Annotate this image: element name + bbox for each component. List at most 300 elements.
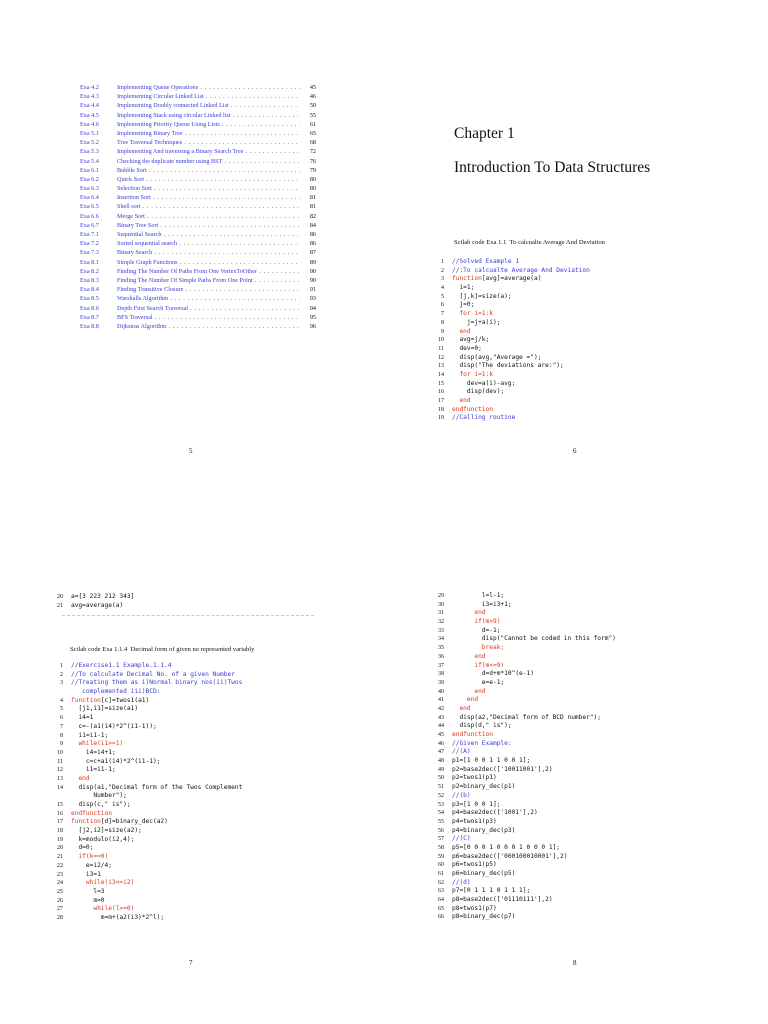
toc-page-number: 72 xyxy=(309,148,316,156)
toc-title-link[interactable]: Implementing Queue Operations . . . xyxy=(117,83,300,92)
toc-exa-label[interactable]: Exa 4.5 xyxy=(80,111,99,119)
line-number: 62 xyxy=(438,879,444,886)
code-text: d=0; xyxy=(71,844,94,852)
toc-entry[interactable] xyxy=(80,175,316,184)
line-number: 35 xyxy=(438,645,444,652)
code-text: complemented iii)BCD: xyxy=(71,688,161,696)
toc-title-link[interactable]: Finding The Number Of Simple Paths From One Point . . . xyxy=(117,276,300,285)
toc-page-number: 46 xyxy=(309,93,316,101)
line-number: 57 xyxy=(438,836,444,843)
toc-entry[interactable] xyxy=(80,230,316,239)
line-number: 48 xyxy=(438,758,444,765)
code-line xyxy=(426,635,616,644)
line-number: 7 xyxy=(441,311,444,318)
code-line xyxy=(426,896,616,905)
toc-exa-label[interactable]: Exa 8.1 xyxy=(80,258,99,266)
toc-title-link[interactable]: Finding Transitive Closure . . . xyxy=(117,285,300,294)
code-listing xyxy=(426,258,590,423)
line-number: 4 xyxy=(441,285,444,292)
toc-title-link[interactable]: Implementing Doubly connected Linked List . . . xyxy=(117,101,300,110)
toc-page-number: 90 xyxy=(309,276,316,284)
code-text: //Given Example: xyxy=(452,739,512,747)
code-line xyxy=(426,835,616,844)
code-line xyxy=(426,688,616,697)
code-line xyxy=(426,844,616,853)
line-number: 45 xyxy=(438,732,444,738)
toc-title-link[interactable]: Implementing Priority Queue Using Lists . . . xyxy=(117,120,300,129)
line-number: 16 xyxy=(438,389,444,396)
code-text: //Solved Example 1 xyxy=(452,258,520,265)
caption-text: Decimal form of given no represented variably xyxy=(130,646,255,653)
toc-entry[interactable] xyxy=(80,147,316,156)
code-line xyxy=(45,862,242,871)
chapter-title: Introduction To Data Structures xyxy=(454,159,651,176)
line-number: 30 xyxy=(438,601,444,608)
toc-entry[interactable] xyxy=(80,258,316,267)
toc-entry[interactable] xyxy=(80,138,316,147)
toc-page-number: 96 xyxy=(309,322,316,330)
toc-title-link[interactable]: Depth First Search Traversal . . . xyxy=(117,304,300,313)
line-number: 32 xyxy=(438,619,444,626)
code-text: Number"); xyxy=(71,792,127,800)
code-listing-continued xyxy=(45,593,134,610)
page-number: 5 xyxy=(189,447,193,455)
code-text: j=j+a(i); xyxy=(452,318,501,326)
code-line xyxy=(426,371,590,380)
toc-title-link[interactable]: Checking the duplicate number using BST . . . xyxy=(117,157,300,166)
toc-title-link[interactable]: Implementing And traversing a Binary Search Tree . . . xyxy=(117,147,300,156)
line-number: 55 xyxy=(438,818,444,825)
code-text: p3=[1 0 0 1]; xyxy=(452,800,501,808)
code-line xyxy=(45,740,242,749)
code-text: i=1; xyxy=(452,284,475,292)
code-text: e=e-1; xyxy=(452,678,505,686)
toc-page-number: 89 xyxy=(309,258,316,266)
toc-page-number: 81 xyxy=(309,194,316,202)
toc-exa-label[interactable]: Exa 8.8 xyxy=(80,322,99,330)
line-number: 7 xyxy=(60,723,63,730)
line-number: 3 xyxy=(60,680,63,687)
code-line xyxy=(45,671,242,680)
line-number: 9 xyxy=(60,741,63,748)
toc-exa-label[interactable]: Exa 8.6 xyxy=(80,304,99,312)
toc-title-link[interactable]: Shell sort . . . xyxy=(117,202,300,211)
line-number: 40 xyxy=(438,688,444,695)
code-text: p5=[0 0 0 1 0 0 0 1 0 0 0 1]; xyxy=(452,843,561,851)
toc-title-link[interactable]: Sorted sequential search . . . xyxy=(117,239,300,248)
code-text: end xyxy=(71,774,90,782)
line-number: 49 xyxy=(438,766,444,773)
toc-page-number: 65 xyxy=(309,129,316,137)
line-number: 22 xyxy=(57,862,63,869)
code-line xyxy=(426,870,616,879)
code-text: if(m>9) xyxy=(452,618,501,626)
code-line xyxy=(426,345,590,354)
toc-exa-label[interactable]: Exa 5.2 xyxy=(80,139,99,147)
code-line xyxy=(426,748,616,757)
toc-page-number: 76 xyxy=(309,157,316,165)
line-number: 65 xyxy=(438,905,444,912)
code-text: //(b) xyxy=(452,791,471,799)
toc-title-link[interactable]: Implementing Binary Tree . . . xyxy=(117,129,300,138)
toc-exa-label[interactable]: Exa 8.7 xyxy=(80,313,99,321)
code-line xyxy=(426,818,616,827)
code-line xyxy=(426,653,616,662)
toc-page-number: 81 xyxy=(309,203,316,211)
toc-exa-label[interactable]: Exa 8.4 xyxy=(80,286,99,294)
code-text: c=-(a1(i4)*2^(i1-1)); xyxy=(71,722,157,730)
code-text: [j1,i1]=size(a1) xyxy=(71,705,139,713)
code-text: endfunction xyxy=(452,405,493,413)
line-number xyxy=(45,792,71,801)
toc-page-number: 95 xyxy=(309,313,316,321)
toc-entry[interactable] xyxy=(80,129,316,138)
toc-exa-label[interactable]: Exa 7.2 xyxy=(80,240,99,248)
code-line xyxy=(426,722,616,731)
code-text: i3=1 xyxy=(71,870,101,878)
line-number: 42 xyxy=(438,705,444,712)
code-text: e=i2/4; xyxy=(71,861,112,869)
toc-page-number: 80 xyxy=(309,185,316,193)
toc-entry[interactable] xyxy=(80,166,316,175)
toc-exa-label[interactable]: Exa 6.3 xyxy=(80,185,99,193)
code-line xyxy=(426,592,616,601)
code-line xyxy=(426,879,616,888)
toc-title-link[interactable]: Binary Tree Sort . . . xyxy=(117,221,300,230)
line-number: 29 xyxy=(438,593,444,599)
toc-page-number: 55 xyxy=(309,111,316,119)
code-text: //To calculate Decimal No. of a given Number xyxy=(71,670,235,678)
code-text: disp(dev); xyxy=(452,388,505,396)
code-line xyxy=(426,301,590,310)
toc-exa-label[interactable]: Exa 7.1 xyxy=(80,231,99,238)
toc-title-link[interactable]: Simple Graph Functions . . . xyxy=(117,258,300,267)
code-text: m=m+(a2(i3)*2^l); xyxy=(71,913,165,921)
toc-page-number: 82 xyxy=(309,212,316,220)
toc-page-number: 79 xyxy=(309,166,316,174)
code-line xyxy=(45,705,242,714)
code-text: //(d) xyxy=(452,878,471,886)
line-number: 63 xyxy=(438,888,444,895)
table-of-contents xyxy=(80,83,316,331)
code-line xyxy=(45,775,242,784)
code-line xyxy=(426,731,616,740)
toc-page-number: 61 xyxy=(309,120,316,128)
code-line xyxy=(45,688,242,697)
divider xyxy=(62,615,314,616)
code-text: i1=i1-1; xyxy=(71,731,109,739)
code-text: dev=0; xyxy=(452,344,482,352)
toc-title-link[interactable]: Bubble Sort . . . xyxy=(117,166,300,175)
code-line xyxy=(426,705,616,714)
chapter-label: Chapter 1 xyxy=(454,125,515,142)
toc-entry[interactable] xyxy=(80,276,316,285)
toc-title-link[interactable]: Merge Sort . . . xyxy=(117,212,300,221)
toc-title-link[interactable]: Implementing Stack using circular Linked list . . . xyxy=(117,111,300,120)
line-number xyxy=(45,688,71,697)
line-number: 31 xyxy=(438,610,444,617)
code-line xyxy=(45,766,242,775)
code-line xyxy=(426,267,590,276)
toc-title-link[interactable]: Tree Traversal Techniques . . . xyxy=(117,138,300,147)
code-line xyxy=(45,827,242,836)
code-text: disp(a1,"Decimal form of the Twos Complement xyxy=(71,783,243,791)
code-line xyxy=(45,792,242,801)
code-text: disp("Cannot be coded in this form") xyxy=(452,635,616,643)
code-text: for i=1:k xyxy=(452,310,493,318)
toc-entry[interactable] xyxy=(80,157,316,166)
code-line xyxy=(426,792,616,801)
toc-exa-label[interactable]: Exa 6.5 xyxy=(80,203,99,211)
code-line xyxy=(426,827,616,836)
toc-entry[interactable] xyxy=(80,239,316,248)
line-number: 1 xyxy=(60,663,63,669)
toc-exa-label[interactable]: Exa 4.6 xyxy=(80,120,99,128)
toc-exa-label[interactable]: Exa 6.1 xyxy=(80,166,99,174)
line-number: 21 xyxy=(57,602,63,609)
toc-entry[interactable] xyxy=(80,285,316,294)
code-line xyxy=(45,836,242,845)
code-text: function[c]=twos1(a1) xyxy=(71,696,150,704)
page-number: 8 xyxy=(573,959,577,967)
line-number: 15 xyxy=(57,802,63,808)
line-number: 5 xyxy=(441,293,444,300)
toc-exa-label[interactable]: Exa 4.2 xyxy=(80,84,99,91)
line-number: 60 xyxy=(438,862,444,869)
toc-entry[interactable] xyxy=(80,304,316,313)
toc-exa-label[interactable]: Exa 6.6 xyxy=(80,212,99,220)
line-number: 61 xyxy=(438,871,444,877)
toc-title-link[interactable]: Sequential Search . . . xyxy=(117,230,300,239)
line-number: 34 xyxy=(438,636,444,643)
code-text: end xyxy=(452,327,471,335)
code-text: p6=binary_dec(p5) xyxy=(452,870,516,877)
code-line xyxy=(45,723,242,732)
toc-entry[interactable] xyxy=(80,212,316,221)
toc-exa-label[interactable]: Exa 4.3 xyxy=(80,93,99,101)
code-text: end xyxy=(452,704,471,712)
code-text: //Treating them as i)Normal binary nos(ii)Twos xyxy=(71,679,243,687)
toc-title-link[interactable]: BFS Traversal . . . xyxy=(117,313,300,322)
line-number: 25 xyxy=(57,888,63,895)
toc-entry[interactable] xyxy=(80,193,316,202)
code-text: while(i3<=i2) xyxy=(71,879,135,887)
toc-entry[interactable] xyxy=(80,92,316,101)
code-line xyxy=(426,293,590,302)
code-text: //(C) xyxy=(452,835,471,843)
code-text: while(i1>=1) xyxy=(71,740,124,748)
line-number: 4 xyxy=(60,697,63,704)
code-text: disp(a2,"Decimal form of BCD number"); xyxy=(452,713,602,721)
caption-label: Scilab code Exa 1.1 xyxy=(454,239,507,246)
toc-title-link[interactable]: Dijkstras Algorithm . . . xyxy=(117,322,300,331)
toc-title-link[interactable]: Finding The Number Of Paths From One VertexToOther . . . xyxy=(117,267,300,276)
toc-page-number: 90 xyxy=(309,267,316,275)
toc-entry[interactable] xyxy=(80,83,316,92)
line-number: 39 xyxy=(438,679,444,686)
code-text: p8=binary_dec(p7) xyxy=(452,913,516,921)
line-number: 38 xyxy=(438,671,444,678)
line-number: 23 xyxy=(57,871,63,878)
line-number: 11 xyxy=(438,345,444,352)
code-text: d=d+m*10^(e-1) xyxy=(452,670,534,678)
code-text: p7=[0 1 1 1 0 1 1 1]; xyxy=(452,887,531,895)
code-line xyxy=(45,758,242,767)
toc-entry[interactable] xyxy=(80,221,316,230)
line-number: 2 xyxy=(60,671,63,678)
toc-entry[interactable] xyxy=(80,120,316,129)
line-number: 26 xyxy=(57,897,63,904)
toc-page-number: 87 xyxy=(309,249,316,257)
code-text: i4=1 xyxy=(71,714,94,722)
line-number: 12 xyxy=(57,767,63,774)
toc-exa-label[interactable]: Exa 6.4 xyxy=(80,194,99,202)
toc-page-number: 80 xyxy=(309,175,316,183)
code-text: avg=average(a) xyxy=(71,601,124,609)
line-number: 50 xyxy=(438,775,444,782)
caption-text: To calcualte Average And Deviation xyxy=(509,239,605,246)
code-text: p2=twos1(p1) xyxy=(452,774,497,782)
code-line xyxy=(45,905,242,914)
toc-exa-label[interactable]: Exa 6.2 xyxy=(80,175,99,183)
toc-entry[interactable] xyxy=(80,202,316,211)
page-5 xyxy=(0,0,384,512)
line-number: 17 xyxy=(438,398,444,404)
code-line xyxy=(45,810,242,819)
line-number: 18 xyxy=(438,406,444,413)
code-line xyxy=(426,740,616,749)
code-line xyxy=(426,275,590,284)
code-text: i1=i1-1; xyxy=(71,766,116,774)
toc-entry[interactable] xyxy=(80,267,316,276)
code-line xyxy=(426,414,590,423)
line-number: 17 xyxy=(57,819,63,826)
toc-entry[interactable] xyxy=(80,111,316,120)
code-line xyxy=(426,670,616,679)
code-text: //Calling routine xyxy=(452,414,516,422)
code-line xyxy=(426,354,590,363)
code-text: end xyxy=(452,397,471,404)
toc-exa-label[interactable]: Exa 7.3 xyxy=(80,249,99,257)
toc-entry[interactable] xyxy=(80,313,316,322)
toc-page-number: 45 xyxy=(309,84,316,91)
code-text: a=[3 223 212 343] xyxy=(71,593,135,600)
toc-exa-label[interactable]: Exa 5.1 xyxy=(80,129,99,137)
line-number: 58 xyxy=(438,844,444,851)
toc-exa-label[interactable]: Exa 8.3 xyxy=(80,276,99,284)
toc-title-link[interactable]: Binary Search . . . xyxy=(117,248,300,257)
line-number: 28 xyxy=(57,914,63,921)
line-number: 33 xyxy=(438,627,444,634)
toc-exa-label[interactable]: Exa 5.3 xyxy=(80,148,99,156)
code-text: function[avg]=average(a) xyxy=(452,275,542,283)
line-number: 8 xyxy=(60,732,63,739)
code-text: [j2,i2]=size(a2); xyxy=(71,827,142,835)
code-listing xyxy=(45,662,242,923)
page-6 xyxy=(384,0,768,512)
line-number: 27 xyxy=(57,906,63,913)
code-text: disp(avg,"Average ="); xyxy=(452,353,542,361)
toc-entry[interactable] xyxy=(80,101,316,110)
code-line xyxy=(45,662,242,671)
code-line xyxy=(426,328,590,337)
line-number: 24 xyxy=(57,880,63,887)
line-number: 6 xyxy=(441,302,444,309)
code-line xyxy=(426,258,590,267)
toc-entry[interactable] xyxy=(80,294,316,303)
code-line xyxy=(426,362,590,371)
code-line xyxy=(426,601,616,610)
toc-title-link[interactable]: Insertion Sort . . . xyxy=(117,193,300,202)
code-text: //:To calcualte Average And Deviation xyxy=(452,266,590,274)
code-text: //(A) xyxy=(452,748,471,756)
line-number: 15 xyxy=(438,380,444,387)
toc-entry[interactable] xyxy=(80,322,316,331)
code-line xyxy=(45,897,242,906)
code-line xyxy=(426,397,590,406)
line-number: 64 xyxy=(438,897,444,904)
code-text: l=l-1; xyxy=(452,592,505,599)
line-number: 47 xyxy=(438,749,444,756)
code-line xyxy=(45,914,242,923)
toc-page-number: 86 xyxy=(309,231,316,238)
code-line xyxy=(426,380,590,389)
code-caption xyxy=(70,646,254,653)
line-number: 43 xyxy=(438,714,444,721)
toc-title-link[interactable]: Warshalls Algorithm . . . xyxy=(117,294,300,303)
line-number: 36 xyxy=(438,653,444,660)
code-text: [j,k]=size(a); xyxy=(452,292,512,300)
toc-exa-label[interactable]: Exa 4.4 xyxy=(80,102,99,110)
line-number: 14 xyxy=(438,371,444,378)
toc-exa-label[interactable]: Exa 6.7 xyxy=(80,221,99,229)
line-number: 66 xyxy=(438,914,444,921)
toc-page-number: 91 xyxy=(309,286,316,294)
toc-title-link[interactable]: Selection Sort . . . xyxy=(117,184,300,193)
code-text: p4=twos1(p3) xyxy=(452,817,497,825)
code-text: dev=a(i)-avg; xyxy=(452,379,516,387)
code-line xyxy=(426,774,616,783)
line-number: 52 xyxy=(438,792,444,799)
code-line xyxy=(426,905,616,914)
code-line xyxy=(45,593,134,602)
toc-exa-label[interactable]: Exa 5.4 xyxy=(80,157,99,165)
line-number: 10 xyxy=(438,337,444,344)
code-text: disp("The deviations are:"); xyxy=(452,362,564,370)
toc-entry[interactable] xyxy=(80,248,316,257)
code-line xyxy=(426,662,616,671)
code-line xyxy=(45,844,242,853)
toc-exa-label[interactable]: Exa 8.2 xyxy=(80,267,99,275)
line-number: 51 xyxy=(438,784,444,791)
line-number: 20 xyxy=(57,594,63,600)
toc-title-link[interactable]: Implementing Circular Linked List . . . xyxy=(117,92,300,101)
code-text: if(m<=9) xyxy=(452,661,505,669)
toc-exa-label[interactable]: Exa 8.5 xyxy=(80,295,99,303)
code-text: endfunction xyxy=(71,809,112,817)
line-number: 46 xyxy=(438,740,444,747)
code-line xyxy=(426,618,616,627)
code-line xyxy=(426,696,616,705)
code-line xyxy=(426,809,616,818)
code-text: break; xyxy=(452,644,505,652)
code-line xyxy=(426,388,590,397)
toc-entry[interactable] xyxy=(80,184,316,193)
toc-title-link[interactable]: Quick Sort . . . xyxy=(117,175,300,184)
line-number: 5 xyxy=(60,706,63,713)
line-number: 6 xyxy=(60,715,63,722)
toc-page-number: 84 xyxy=(309,221,316,229)
